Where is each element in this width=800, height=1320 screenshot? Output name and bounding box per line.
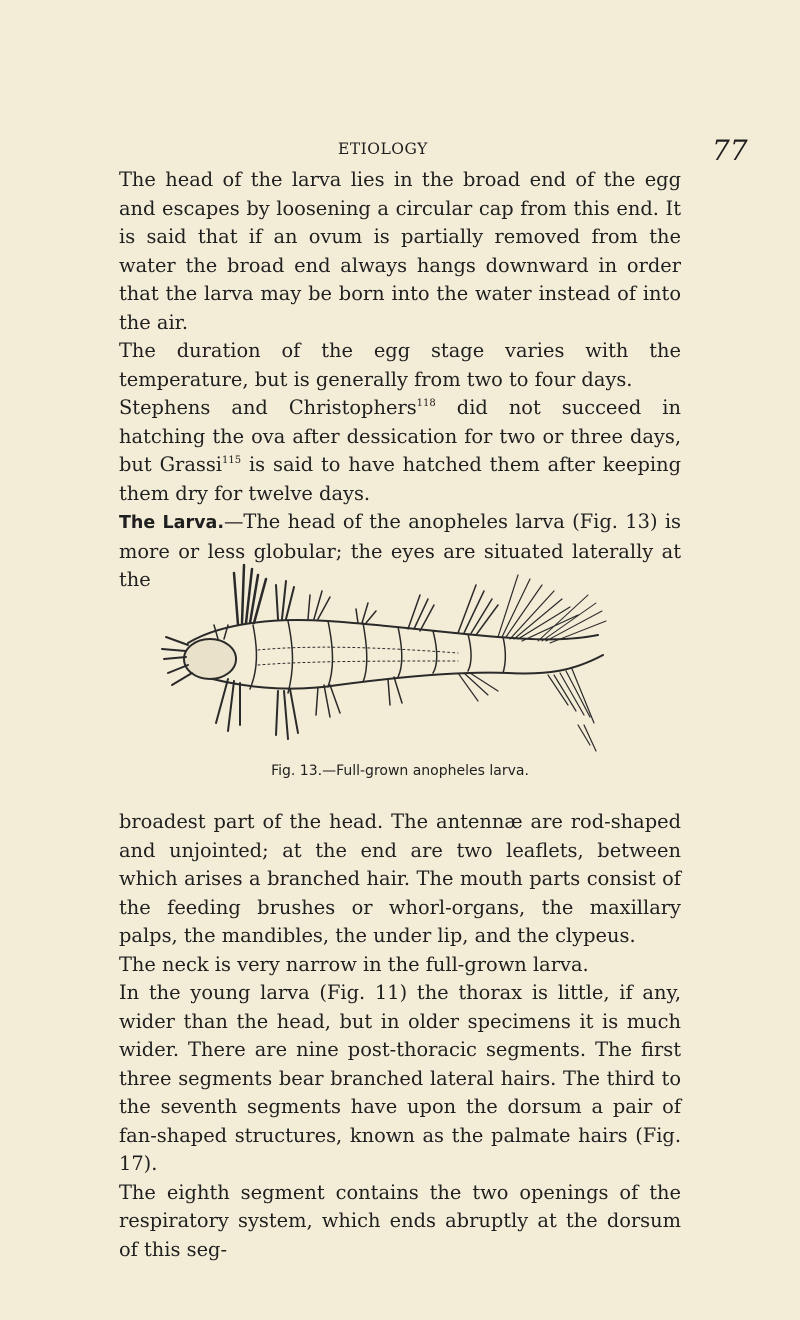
text-block-bottom [119,808,681,1264]
paragraph-head-anatomy: broadest part of the head. The antennæ are rod-shaped and unjointed; at the end are two leaflets, between which arises a branched hair. The mouth parts consist of the feeding brushes or whorl-organs, the maxillary palps, the mandibles, the under lip, and the clypeus. [119,810,681,947]
paragraph-eighth-segment: The eighth segment contains the two openings of the respiratory system, which ends abruptly at the dorsum of this seg- [119,1180,681,1261]
paragraph-egg-duration: The duration of the egg stage varies with the temperature, but is generally from two to four days. [119,339,681,391]
reference-118: 118 [416,398,436,409]
stephens-text-b: did not succeed in hatching the ova after dessication for two or three days, but Grassi [119,396,682,476]
larva-text: —The head of the anopheles larva (Fig. 13) is more or less globular; the eyes are situated laterally at the [119,510,682,591]
page-number: 77 [712,134,748,167]
figure-caption-text: —Full-grown anopheles larva. [322,763,529,779]
paragraph-egg-hatching: The head of the larva lies in the broad end of the egg and escapes by loosening a circular cap from this end. It is said that if an ovum is partially removed from the water the broad end always hangs downward in order that the larva may be born into the water instead of into the air. [119,168,681,334]
running-head: ETIOLOGY [338,140,428,158]
figure-label: Fig. 13. [271,763,323,779]
figure-larva-illustration [158,555,638,780]
figure-caption [0,763,800,779]
paragraph-thorax: In the young larva (Fig. 11) the thorax is little, if any, wider than the head, but in older specimens it is much wider. There are nine post-thoracic segments. The first three segments bear branched lateral hairs. The third to the seventh segments have upon the dorsum a pair of fan-shaped structures, known as the palmate hairs (Fig. 17). [119,981,681,1175]
paragraph-neck: The neck is very narrow in the full-grown larva. [119,952,589,976]
section-heading-larva: The Larva. [119,513,224,533]
stephens-text-c: is said to have hatched them after keeping them dry for twelve days. [119,453,682,505]
paragraph-stephens [119,394,681,508]
larva-drawing [158,555,638,780]
reference-115: 115 [222,455,242,466]
stephens-text-a: Stephens and Christophers [119,396,417,419]
text-block-top [119,166,681,595]
